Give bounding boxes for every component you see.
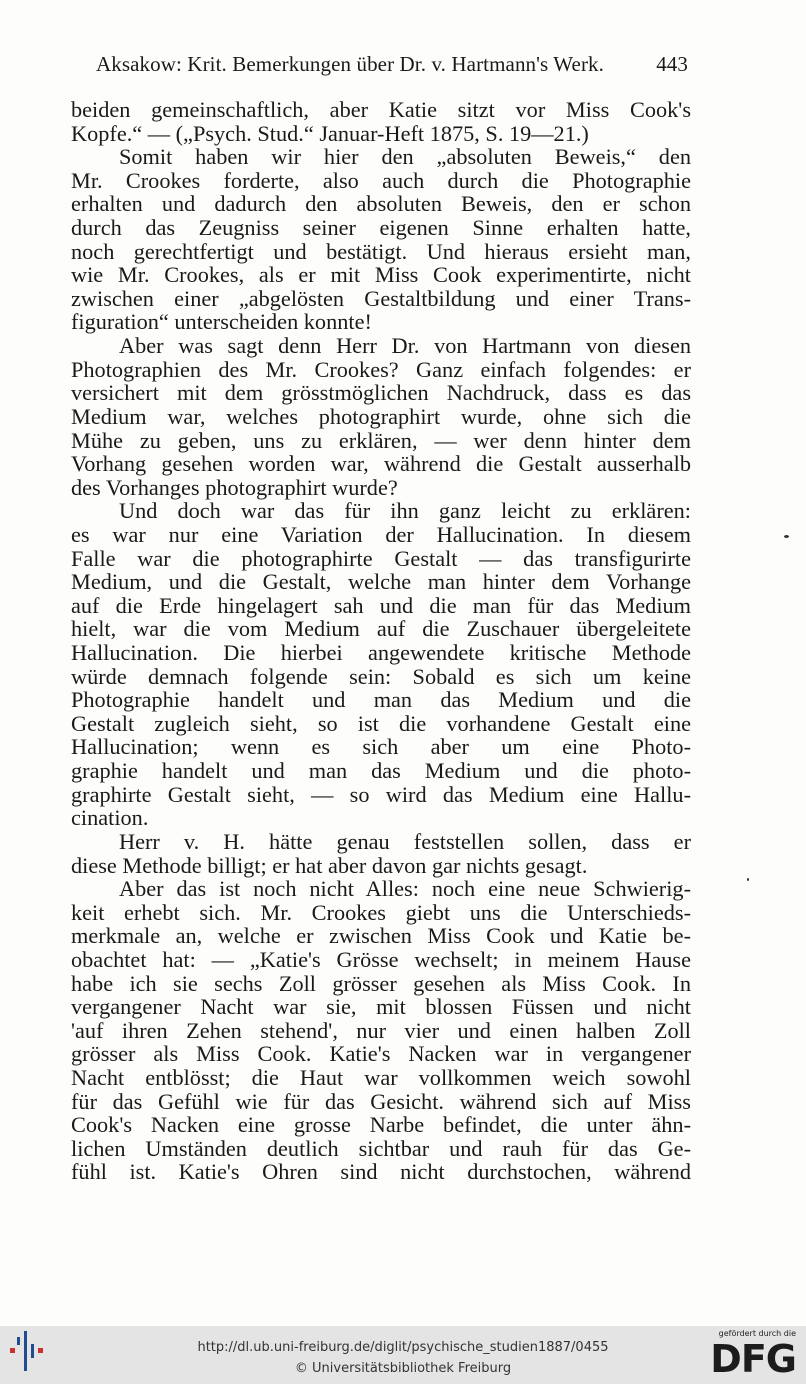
page-number: 443 [656, 52, 688, 76]
text-line: Cook's Nacken eine grosse Narbe befindet, die unter ähn- [71, 1112, 691, 1138]
text-line: figuration“ unterscheiden konnte! [71, 309, 372, 335]
text-line: Photographien des Mr. Crookes? Ganz einfach folgendes: er [71, 356, 691, 382]
text-line: es war nur eine Variation der Hallucination. In diesem [71, 521, 691, 547]
text-line: Medium, und die Gestalt, welche man hinter dem Vorhange [71, 569, 691, 595]
copyright-notice: © Universitätsbibliothek Freiburg [294, 1361, 512, 1376]
text-line: Vorhang gesehen worden war, während die Gestalt ausserhalb [71, 451, 691, 477]
text-line: habe ich sie sechs Zoll grösser gesehen als Miss Cook. In [71, 970, 691, 996]
text-line: des Vorhanges photographirt wurde? [71, 474, 398, 500]
text-line: diese Methode billigt; er hat aber davon gar nichts gesagt. [71, 852, 588, 878]
text-line: Mühe zu geben, uns zu erklären, — wer denn hinter dem [71, 427, 691, 453]
text-line: keit erhebt sich. Mr. Crookes giebt uns die Unterschieds- [71, 899, 691, 925]
text-line: für das Gefühl wie für das Gesicht. während sich auf Miss [71, 1088, 691, 1114]
text-line: würde demnach folgende sein: Sobald es sich um keine [71, 663, 691, 689]
dfg-logo: DFG [710, 1337, 796, 1381]
text-line: Kopfe.“ — („Psych. Stud.“ Januar-Heft 1875, S. 19—21.) [71, 120, 589, 146]
text-line: auf die Erde hingelagert sah und die man für das Medium [71, 592, 691, 618]
text-line: vergangener Nacht war sie, mit blossen Füssen und nicht [71, 994, 691, 1020]
text-line: Nacht entblösst; die Haut war vollkommen weich sowohl [71, 1064, 691, 1090]
text-line: merkmale an, welche er zwischen Miss Cook und Katie be- [71, 923, 691, 949]
text-line: erhalten und dadurch den absoluten Beweis, den er schon [71, 191, 691, 217]
text-line: Und doch war das für ihn ganz leicht zu erklären: [119, 498, 691, 524]
text-line: wie Mr. Crookes, als er mit Miss Cook experimentirte, nicht [71, 262, 691, 288]
text-line: Herr v. H. hätte genau feststellen sollen, dass er [119, 828, 691, 854]
scan-speck [784, 535, 789, 538]
text-line: graphie handelt und man das Medium und die photo- [71, 758, 691, 784]
text-line: fühl ist. Katie's Ohren sind nicht durchstochen, während [71, 1159, 691, 1185]
text-line: 'auf ihren Zehen stehend', nur vier und einen halben Zoll [71, 1017, 691, 1043]
funder-note: gefördert durch die [718, 1329, 796, 1338]
text-line: beiden gemeinschaftlich, aber Katie sitzt vor Miss Cook's [71, 97, 691, 122]
text-line: Aber das ist noch nicht Alles: noch eine neue Schwierig- [119, 876, 691, 902]
text-line: durch das Zeugniss seiner eigenen Sinne erhalten hatte, [71, 215, 691, 241]
text-line: noch gerechtfertigt und bestätigt. Und hieraus ersieht man, [71, 238, 691, 264]
scan-speck [747, 878, 749, 881]
text-line: Hallucination. Die hierbei angewendete kritische Methode [71, 640, 691, 666]
body-text [71, 98, 691, 1184]
text-line: Aber was sagt denn Herr Dr. von Hartmann von diesen [119, 333, 691, 359]
text-line: obachtet hat: — „Katie's Grösse wechselt; in meinem Hause [71, 946, 691, 972]
text-line: zwischen einer „abgelösten Gestaltbildung und einer Trans- [71, 285, 691, 311]
text-line: cination. [71, 805, 149, 831]
text-line: hielt, war die vom Medium auf die Zuschauer übergeleitete [71, 616, 691, 642]
document-url-link[interactable]: http://dl.ub.uni-freiburg.de/diglit/psychische_studien1887/0455 [197, 1340, 609, 1355]
text-line: Hallucination; wenn es sich aber um eine Photo- [71, 734, 691, 760]
text-line: Photographie handelt und man das Medium und die [71, 687, 691, 713]
text-line: Somit haben wir hier den „absoluten Beweis,“ den [119, 144, 691, 170]
text-line: graphirte Gestalt sieht, — so wird das Medium eine Hallu- [71, 781, 691, 807]
viewer-footer [0, 1326, 806, 1384]
text-line: Mr. Crookes forderte, also auch durch die Photographie [71, 167, 691, 193]
text-line: versichert mit dem grösstmöglichen Nachdruck, dass es das [71, 380, 691, 406]
text-line: Gestalt zugleich sieht, so ist die vorhandene Gestalt eine [71, 710, 691, 736]
running-title: Aksakow: Krit. Bemerkungen über Dr. v. Hartmann's Werk. [96, 52, 604, 76]
text-line: lichen Umständen deutlich sichtbar und rauh für das Ge- [71, 1135, 691, 1161]
text-line: grösser als Miss Cook. Katie's Nacken war in vergangener [71, 1041, 691, 1067]
text-line: Falle war die photographirte Gestalt — das transfigurirte [71, 545, 691, 571]
text-line: Medium war, welches photographirt wurde, ohne sich die [71, 403, 691, 429]
